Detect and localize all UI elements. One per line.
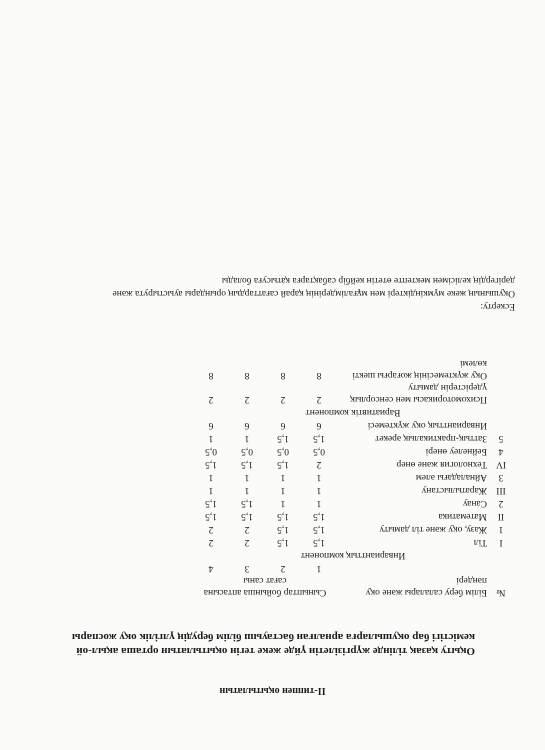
row-number: [489, 381, 513, 405]
subject-name: Психомоторикасы мен сенсорлық үдерістерін дамыту: [350, 382, 487, 404]
hours-cell: 1: [280, 498, 286, 508]
table-row: [193, 522, 513, 535]
subject-name: Инварианттық оқу жүктемесі: [367, 420, 487, 430]
hours-cell: 0,5: [277, 446, 289, 456]
hours-cell: 0,5: [313, 446, 325, 456]
hours-cell: 2: [244, 537, 250, 547]
subject-name: Тіл: [473, 537, 487, 547]
variant-section-row: [193, 405, 513, 418]
grade-1: 1: [316, 563, 322, 573]
subject-name: Заттық-практикалық әрекет: [375, 433, 487, 443]
hours-cell: 1,5: [205, 459, 217, 469]
invariant-rows: [193, 418, 513, 548]
hours-cell: 2: [244, 524, 250, 534]
row-number: 3: [498, 472, 504, 482]
table-row: [193, 496, 513, 509]
notes-text: Оқушының жеке мүмкіндіктері мен мұғалімдерінің қарай сағаттардың орындары ауыстырута және дәрігердің келісімен мектепте өтетін кейбір сабақтарға қатысуға болады: [112, 275, 515, 298]
row-number: 5: [498, 433, 504, 443]
row-number: 4: [498, 446, 504, 456]
hours-cell: 1,5: [313, 433, 325, 443]
invariant-section-row: [193, 548, 513, 561]
hours-cell: 1,5: [313, 537, 325, 547]
hours-cell: 1,5: [313, 511, 325, 521]
hours-cell: 1: [280, 472, 286, 482]
hours-cell: 1: [244, 472, 250, 482]
table-row: [193, 357, 513, 381]
table-row: [193, 431, 513, 444]
subject-name: Бейнелеу өнері: [425, 446, 487, 456]
table-row: [193, 381, 513, 405]
variant-label: Вариативтік компонент: [305, 407, 401, 417]
row-number: III: [496, 485, 506, 495]
hours-cell: 1,5: [313, 524, 325, 534]
notes-label: Ескерту:: [480, 301, 515, 311]
table-row: [193, 483, 513, 496]
grade-4: 4: [208, 563, 214, 573]
hours-cell: 2: [316, 394, 322, 404]
subject-name: Айналадағы әлем: [415, 472, 487, 482]
hours-cell: 2: [244, 394, 250, 404]
hours-cell: 2: [208, 524, 214, 534]
hours-cell: 2: [208, 537, 214, 547]
hours-cell: 1,5: [277, 459, 289, 469]
hours-cell: 1,5: [277, 433, 289, 443]
subject-name: Жазу, оқу және тіл дамыту: [379, 524, 487, 534]
hours-cell: 1,5: [241, 459, 253, 469]
subject-name: Оқу жүктемесінің жоғарғы шекті көлемі: [352, 358, 487, 380]
variant-rows: [193, 357, 513, 405]
hours-cell: 0,5: [205, 446, 217, 456]
hours-cell: 1: [316, 485, 322, 495]
hours-cell: 1: [208, 472, 214, 482]
hours-cell: 1,5: [241, 498, 253, 508]
table-row: [193, 444, 513, 457]
grades-row: [193, 561, 513, 574]
invariant-label: Инварианттық компонент: [300, 550, 406, 560]
hours-cell: 2: [280, 394, 286, 404]
subject-name: Математика: [438, 511, 487, 521]
hours-cell: 1: [244, 485, 250, 495]
curriculum-table: [193, 357, 513, 598]
subject-name: Технология және өнер: [396, 459, 487, 469]
hours-cell: 6: [316, 420, 322, 430]
hours-cell: 1: [208, 485, 214, 495]
table-row: [193, 509, 513, 522]
hours-cell: 1: [316, 472, 322, 482]
hours-cell: 1,5: [205, 511, 217, 521]
hours-cell: 0,5: [241, 446, 253, 456]
hours-cell: 2: [208, 394, 214, 404]
table-row: [193, 418, 513, 431]
row-number: IV: [495, 459, 507, 469]
document-title: Оқыту қазақ тілінде жүргізілетін үйде жеке тегін оқытылатын орташа ақыл-ой кемістігі бар оқушыларға арналған бастауыш білім берудің үлгілік оқу жоспары: [71, 631, 475, 657]
hours-cell: 6: [244, 420, 250, 430]
row-number: 1: [498, 524, 504, 534]
hours-cell: 8: [208, 370, 214, 380]
subject-name: Жаратылыстану: [421, 485, 487, 495]
table-row: [193, 535, 513, 548]
hours-cell: 1,5: [277, 537, 289, 547]
hours-cell: 1: [316, 498, 322, 508]
notes-block: [75, 273, 515, 312]
table-header-row: [193, 574, 513, 598]
row-number: 2: [498, 498, 504, 508]
section-heading: ІІ-типпен оқытылатын: [219, 685, 326, 696]
row-number: I: [499, 537, 503, 547]
hours-cell: 1: [244, 433, 250, 443]
row-number: [489, 418, 513, 431]
hours-cell: 1: [280, 485, 286, 495]
row-number: II: [497, 511, 505, 521]
hours-cell: 1: [208, 433, 214, 443]
subject-name: Санау: [462, 498, 487, 508]
hours-cell: 8: [244, 370, 250, 380]
grade-3: 3: [244, 563, 250, 573]
col-subject-header: Білім беру салалары және оқу пәндері: [365, 575, 487, 597]
row-number: [489, 357, 513, 381]
hours-cell: 6: [280, 420, 286, 430]
hours-cell: 1,5: [277, 511, 289, 521]
hours-cell: 6: [208, 420, 214, 430]
table-row: [193, 470, 513, 483]
hours-cell: 1,5: [241, 511, 253, 521]
hours-cell: 8: [316, 370, 322, 380]
hours-cell: 8: [280, 370, 286, 380]
hours-cell: 1,5: [277, 524, 289, 534]
hours-cell: 2: [316, 459, 322, 469]
col-no-header: №: [496, 587, 506, 597]
col-hours-header: Сыныптар бойынша аптасына сағат саны: [203, 575, 327, 597]
table-row: [193, 457, 513, 470]
hours-cell: 1,5: [205, 498, 217, 508]
grade-2: 2: [280, 563, 286, 573]
